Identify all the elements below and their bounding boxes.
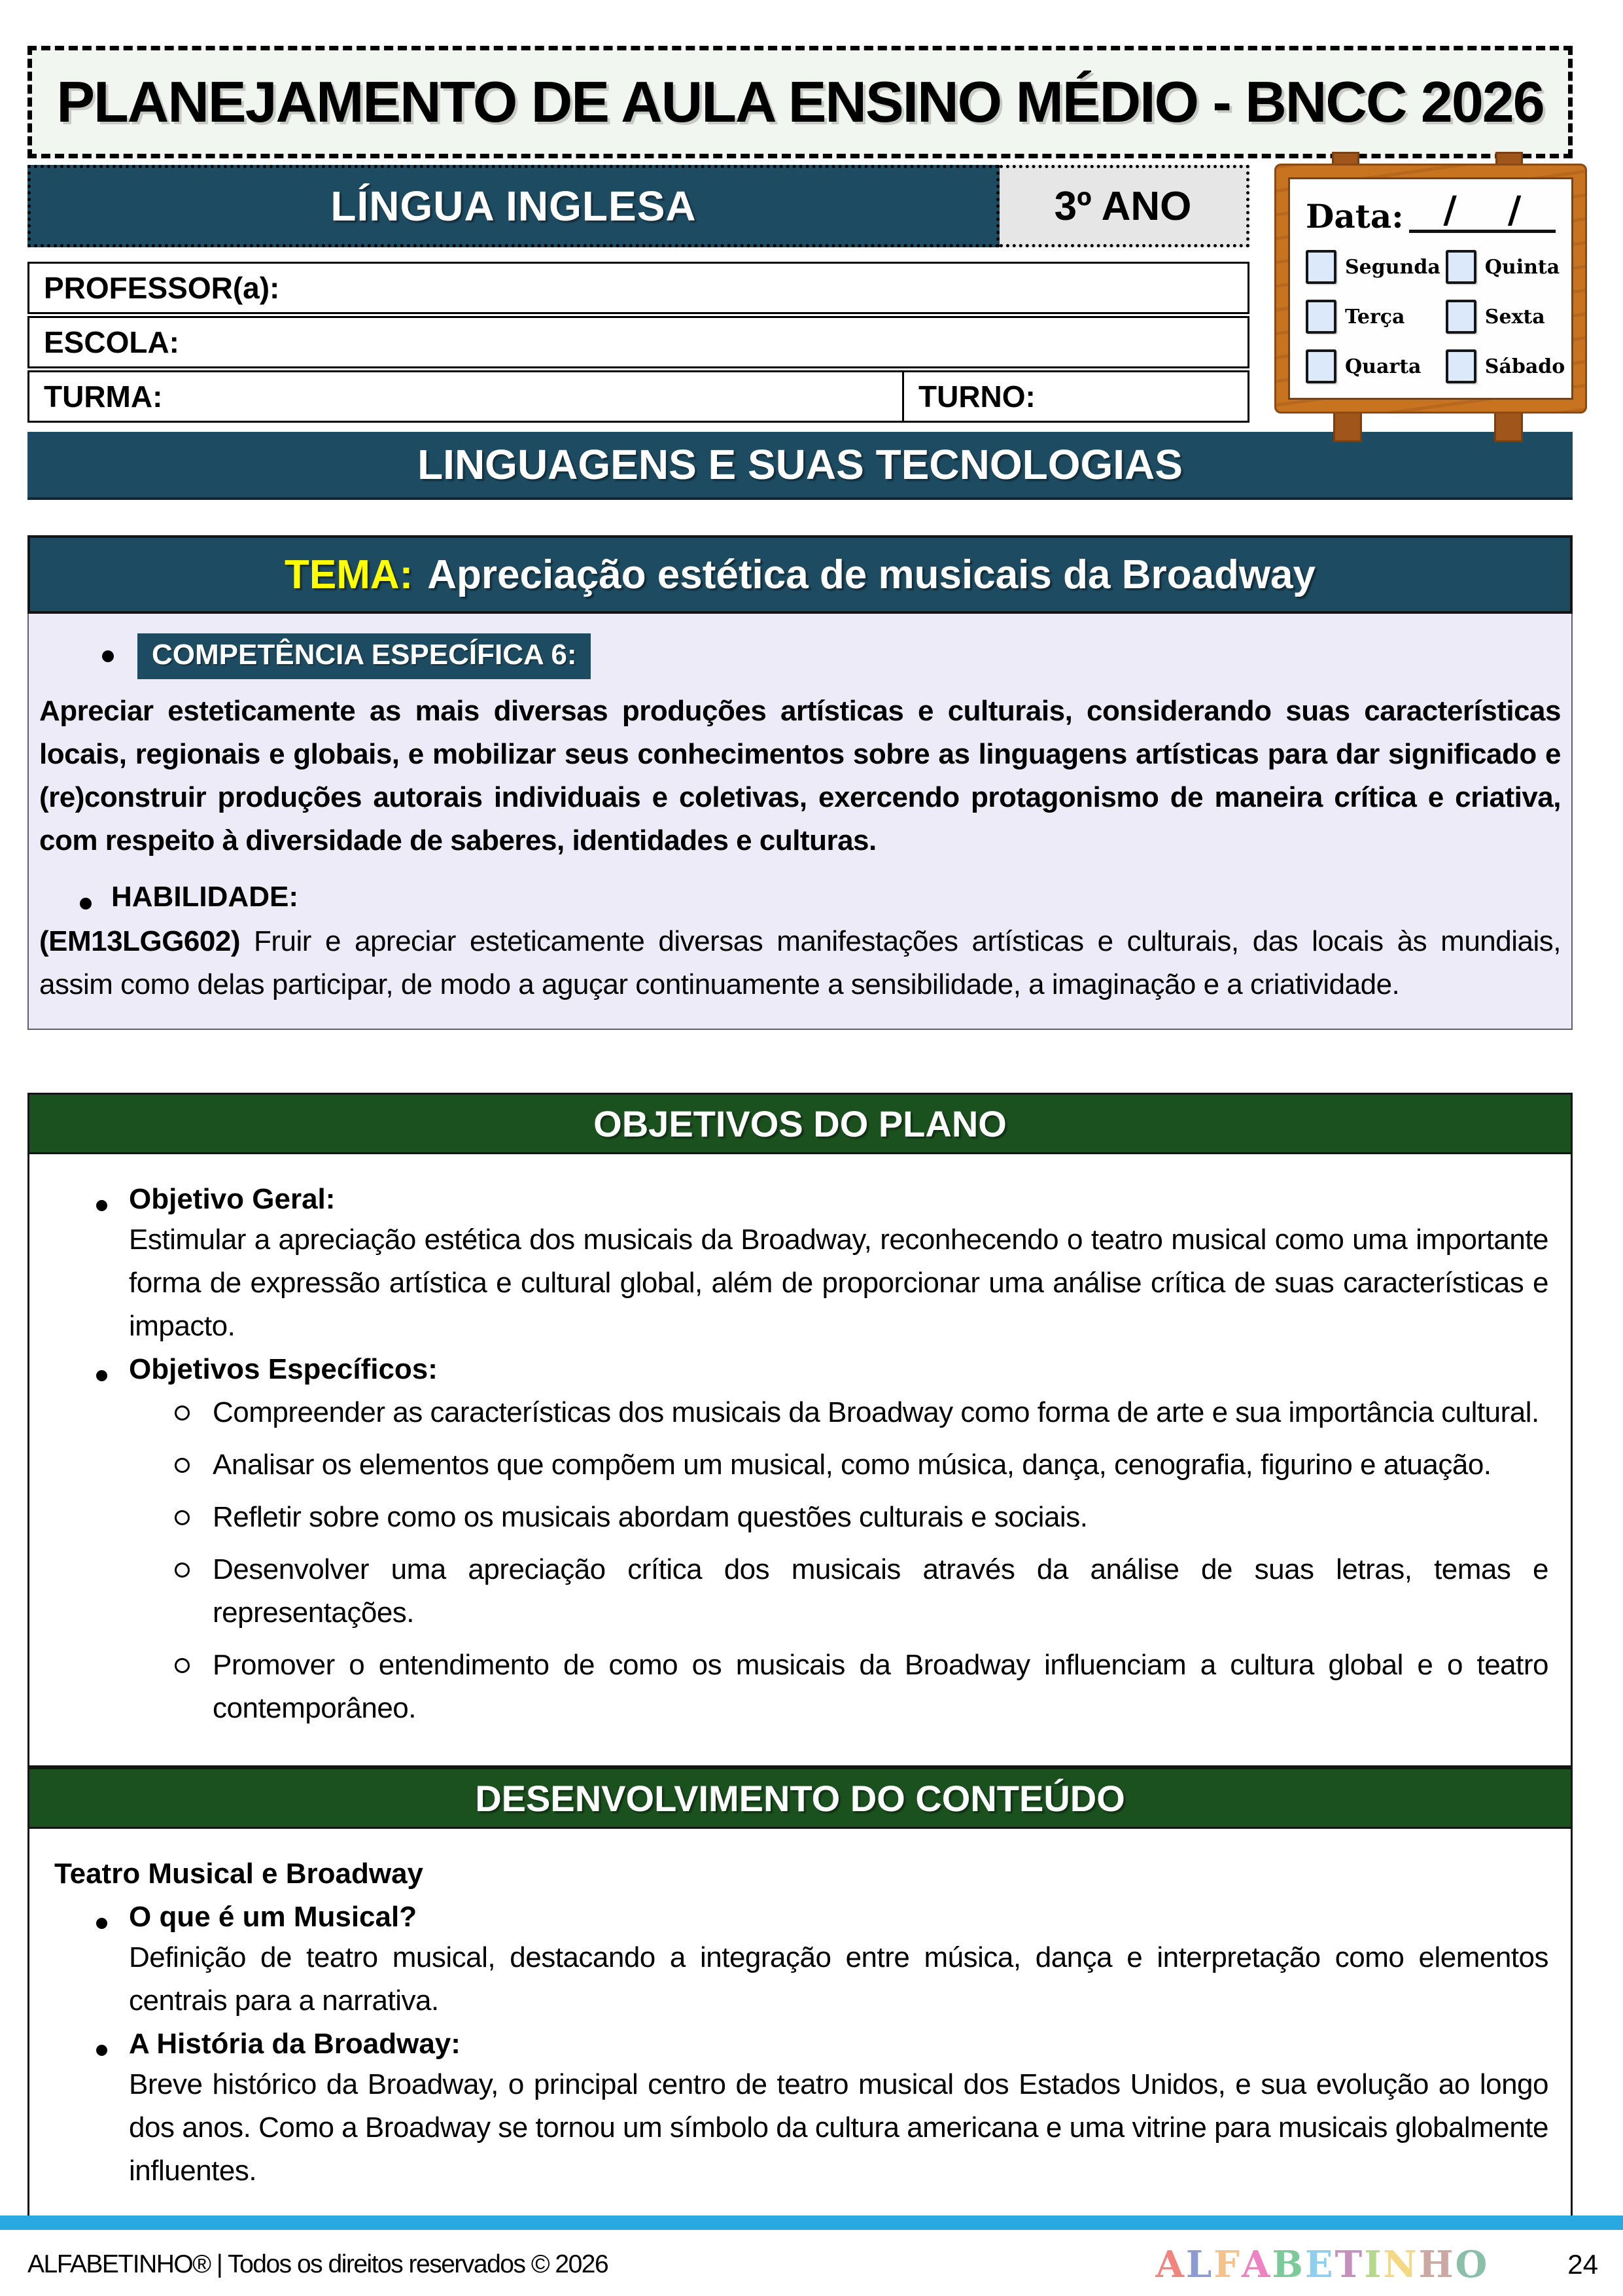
logo-letter: L	[1185, 2243, 1214, 2286]
habilidade-bullet-row	[39, 881, 1561, 913]
objetivos-header	[27, 1093, 1573, 1154]
objetivos-especificos-label: Objetivos Específicos:	[129, 1353, 438, 1385]
weekday-checkbox[interactable]	[1446, 250, 1476, 284]
topic-text: Breve histórico da Broadway, o principal centro de teatro musical dos Estados Unidos, e sua evolução ao longo dos anos. Como a Broadway se tornou um símbolo da cultura americana e uma vitrine para musicais globalmente influentes.	[129, 2068, 1548, 2187]
objetivo-geral-item	[49, 1183, 1548, 1348]
professor-row	[27, 262, 1249, 314]
desenvolvimento-body	[27, 1829, 1573, 2226]
logo-letter: B	[1272, 2243, 1305, 2286]
logo-letter: A	[1242, 2243, 1272, 2286]
date-label: Data:	[1306, 197, 1404, 236]
weekday-item	[1446, 300, 1565, 334]
weekday-checkbox[interactable]	[1306, 349, 1336, 383]
competencia-bullet-row	[39, 633, 1561, 679]
desenvolvimento-header-title: DESENVOLVIMENTO DO CONTEÚDO	[475, 1777, 1125, 1819]
habilidade-text: Fruir e apreciar esteticamente diversas manifestações artísticas e culturais, das locais às mundiais, assim como delas participar, de modo a aguçar continuamente a sensibilidade, a imaginação e a criatividade.	[39, 925, 1561, 1000]
objetivo-especifico-text: Compreender as características dos musicais da Broadway como forma de arte e sua importância cultural.	[213, 1396, 1539, 1428]
escola-label: ESCOLA:	[44, 325, 179, 359]
objetivo-geral-text: Estimular a apreciação estética dos musicais da Broadway, reconhecendo o teatro musical como uma importante forma de expressão artística e cultural global, além de proporcionar uma análise crítica de suas características e impacto.	[129, 1224, 1548, 1342]
topic-text: Definição de teatro musical, destacando a integração entre música, dança e interpretação como elementos centrais para a narrativa.	[129, 1941, 1548, 2017]
competencia-body: Apreciar esteticamente as mais diversas produções artísticas e culturais, considerando suas características locais, regionais e globais, e mobilizar seus conhecimentos sobre as linguagens artísticas para dar significado e (re)construir produções autorais individuais e coletivas, exercendo protagonismo de maneira crítica e criativa, com respeito à diversidade de saberes, identidades e culturas.	[39, 695, 1561, 857]
logo-letter: A	[1155, 2243, 1186, 2286]
weekday-label: Quarta	[1345, 355, 1422, 378]
logo-letter: E	[1304, 2243, 1335, 2286]
turno-label: TURNO:	[918, 380, 1036, 414]
date-slash: /	[1507, 188, 1522, 232]
objetivo-especifico-item	[49, 1443, 1548, 1487]
objetivo-especifico-item	[49, 1391, 1548, 1434]
alfabetinho-logo	[1155, 2243, 1489, 2286]
weekday-label: Sexta	[1484, 305, 1545, 328]
objetivo-especifico-item	[49, 1644, 1548, 1730]
weekday-label: Quinta	[1484, 255, 1560, 279]
info-table	[27, 262, 1249, 423]
objetivos-section	[27, 1093, 1573, 1767]
objetivo-especifico-item	[49, 1496, 1548, 1539]
grade-label: 3º ANO	[1054, 183, 1192, 229]
subject-banner	[27, 165, 1000, 247]
topic-title: O que é um Musical?	[129, 1901, 417, 1933]
weekday-item	[1306, 349, 1440, 383]
logo-letter: I	[1364, 2243, 1384, 2286]
date-row	[1306, 188, 1556, 236]
logo-letter: H	[1418, 2243, 1456, 2286]
subject-row	[27, 165, 1249, 247]
turma-turno-row	[27, 370, 1249, 423]
document-title: PLANEJAMENTO DE AULA ENSINO MÉDIO - BNCC 2026	[56, 69, 1544, 134]
competencia-box	[27, 614, 1573, 1030]
weekday-checkbox-grid	[1306, 250, 1565, 383]
footer	[27, 2243, 1598, 2286]
weekday-checkbox[interactable]	[1446, 349, 1476, 383]
sign-board	[1288, 177, 1573, 400]
weekday-item	[1306, 250, 1440, 284]
weekday-label: Terça	[1345, 305, 1405, 328]
date-sign	[1274, 152, 1587, 414]
tema-banner	[27, 535, 1573, 614]
objetivo-especifico-text: Refletir sobre como os musicais abordam questões culturais e sociais.	[213, 1501, 1088, 1533]
weekday-checkbox[interactable]	[1306, 250, 1336, 284]
weekday-item	[1446, 250, 1565, 284]
desenvolvimento-topic-list	[49, 1901, 1548, 2193]
professor-label: PROFESSOR(a):	[44, 271, 280, 305]
objetivos-header-title: OBJETIVOS DO PLANO	[593, 1103, 1007, 1144]
tema-text: Apreciação estética de musicais da Broadway	[427, 552, 1316, 597]
turno-field[interactable]	[1036, 372, 1248, 421]
area-banner-title: LINGUAGENS E SUAS TECNOLOGIAS	[417, 441, 1183, 488]
turma-field[interactable]	[162, 372, 902, 421]
weekday-checkbox[interactable]	[1446, 300, 1476, 334]
logo-letter: N	[1383, 2243, 1419, 2286]
turno-cell	[904, 372, 1248, 421]
document-title-box	[27, 46, 1573, 158]
desenvolvimento-intro-heading: Teatro Musical e Broadway	[54, 1858, 424, 1890]
objetivo-geral-label: Objetivo Geral:	[129, 1183, 336, 1215]
escola-field[interactable]	[179, 318, 1248, 366]
competencia-label: COMPETÊNCIA ESPECÍFICA 6:	[137, 633, 591, 679]
weekday-label: Segunda	[1345, 255, 1440, 279]
desenvolvimento-header	[27, 1767, 1573, 1829]
grade-box	[1000, 165, 1249, 247]
objetivo-especifico-text: Analisar os elementos que compõem um musical, como música, dança, cenografia, figurino e atuação.	[213, 1449, 1492, 1481]
desenvolvimento-topic	[49, 1901, 1548, 2022]
objetivo-especifico-text: Promover o entendimento de como os musicais da Broadway influenciam a cultura global e o teatro contemporâneo.	[213, 1649, 1548, 1724]
weekday-item	[1306, 300, 1440, 334]
turma-label: TURMA:	[44, 380, 163, 414]
professor-field[interactable]	[279, 264, 1248, 312]
desenvolvimento-section	[27, 1767, 1573, 2226]
desenvolvimento-topic	[49, 2028, 1548, 2193]
logo-letter: O	[1455, 2243, 1490, 2286]
objetivos-especificos-item	[49, 1353, 1548, 1386]
topic-title: A História da Broadway:	[129, 2028, 461, 2060]
weekday-item	[1446, 349, 1565, 383]
escola-row	[27, 316, 1249, 368]
habilidade-label: HABILIDADE:	[111, 881, 298, 913]
objetivo-especifico-text: Desenvolver uma apreciação crítica dos musicais através da análise de suas letras, temas e representações.	[213, 1553, 1548, 1629]
copyright-text: ALFABETINHO® | Todos os direitos reservados © 2026	[27, 2250, 608, 2278]
habilidade-body	[39, 920, 1561, 1006]
weekday-checkbox[interactable]	[1306, 300, 1336, 334]
objetivos-especificos-list	[49, 1391, 1548, 1730]
habilidade-code: (EM13LGG602)	[39, 925, 240, 957]
logo-letter: F	[1213, 2243, 1242, 2286]
turma-cell	[29, 372, 904, 421]
tema-label: TEMA:	[284, 552, 413, 597]
weekday-label: Sábado	[1484, 355, 1565, 378]
objetivo-especifico-item	[49, 1548, 1548, 1634]
date-blank-line[interactable]	[1409, 188, 1556, 233]
objetivos-body	[27, 1154, 1573, 1767]
sign-frame	[1274, 164, 1587, 414]
page-number: 24	[1567, 2249, 1598, 2280]
logo-letter: T	[1335, 2243, 1365, 2286]
subject-label: LÍNGUA INGLESA	[330, 183, 697, 230]
date-slash: /	[1443, 188, 1457, 232]
footer-accent-bar	[0, 2216, 1623, 2230]
